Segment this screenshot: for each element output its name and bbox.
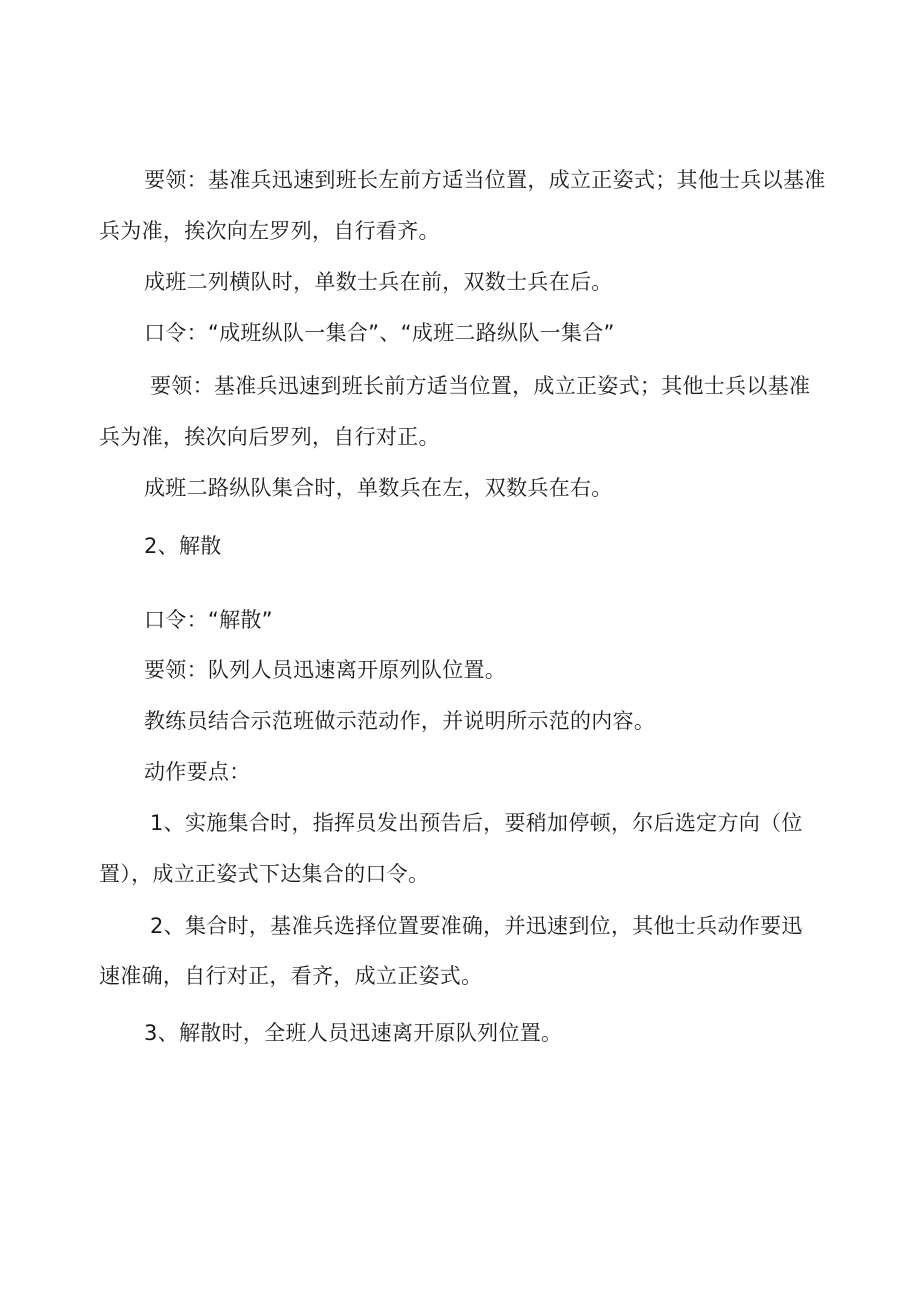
paragraph-2-line-1: 成班二列横队时，单数士兵在前，双数士兵在后。 bbox=[144, 270, 613, 294]
paragraph-9-line-1: 教练员结合示范班做示范动作，并说明所示范的内容。 bbox=[144, 709, 656, 733]
paragraph-1-line-1: 要领：基准兵迅速到班长左前方适当位置，成立正姿式；其他士兵以基准 bbox=[144, 168, 826, 192]
paragraph-4-line-1: 要领：基准兵迅速到班长前方适当位置，成立正姿式；其他士兵以基准 bbox=[150, 374, 811, 398]
paragraph-5-line-1: 成班二路纵队集合时，单数兵在左，双数兵在右。 bbox=[144, 476, 613, 500]
paragraph-7-line-1: 口令：“解散” bbox=[144, 608, 273, 632]
paragraph-4-line-2: 兵为准，挨次向后罗列，自行对正。 bbox=[99, 425, 440, 449]
paragraph-12-line-1: 2、集合时，基准兵选择位置要准确，并迅速到位，其他士兵动作要迅 bbox=[150, 914, 803, 938]
paragraph-13-line-1: 3、解散时，全班人员迅速离开原队列位置。 bbox=[144, 1021, 563, 1045]
paragraph-11-line-1: 1、实施集合时，指挥员发出预告后，要稍加停顿，尔后选定方向（位 bbox=[150, 811, 803, 835]
paragraph-11-line-2: 置），成立正姿式下达集合的口令。 bbox=[99, 862, 430, 886]
paragraph-3-line-1: 口令：“成班纵队一集合”、“成班二路纵队一集合” bbox=[144, 321, 615, 345]
section-heading-disband: 2、解散 bbox=[144, 534, 222, 558]
paragraph-10-line-1: 动作要点： bbox=[144, 760, 251, 784]
paragraph-12-line-2: 速准确，自行对正，看齐，成立正姿式。 bbox=[99, 964, 483, 988]
paragraph-8-line-1: 要领：队列人员迅速离开原列队位置。 bbox=[144, 658, 507, 682]
paragraph-1-line-2: 兵为准，挨次向左罗列，自行看齐。 bbox=[99, 219, 440, 243]
